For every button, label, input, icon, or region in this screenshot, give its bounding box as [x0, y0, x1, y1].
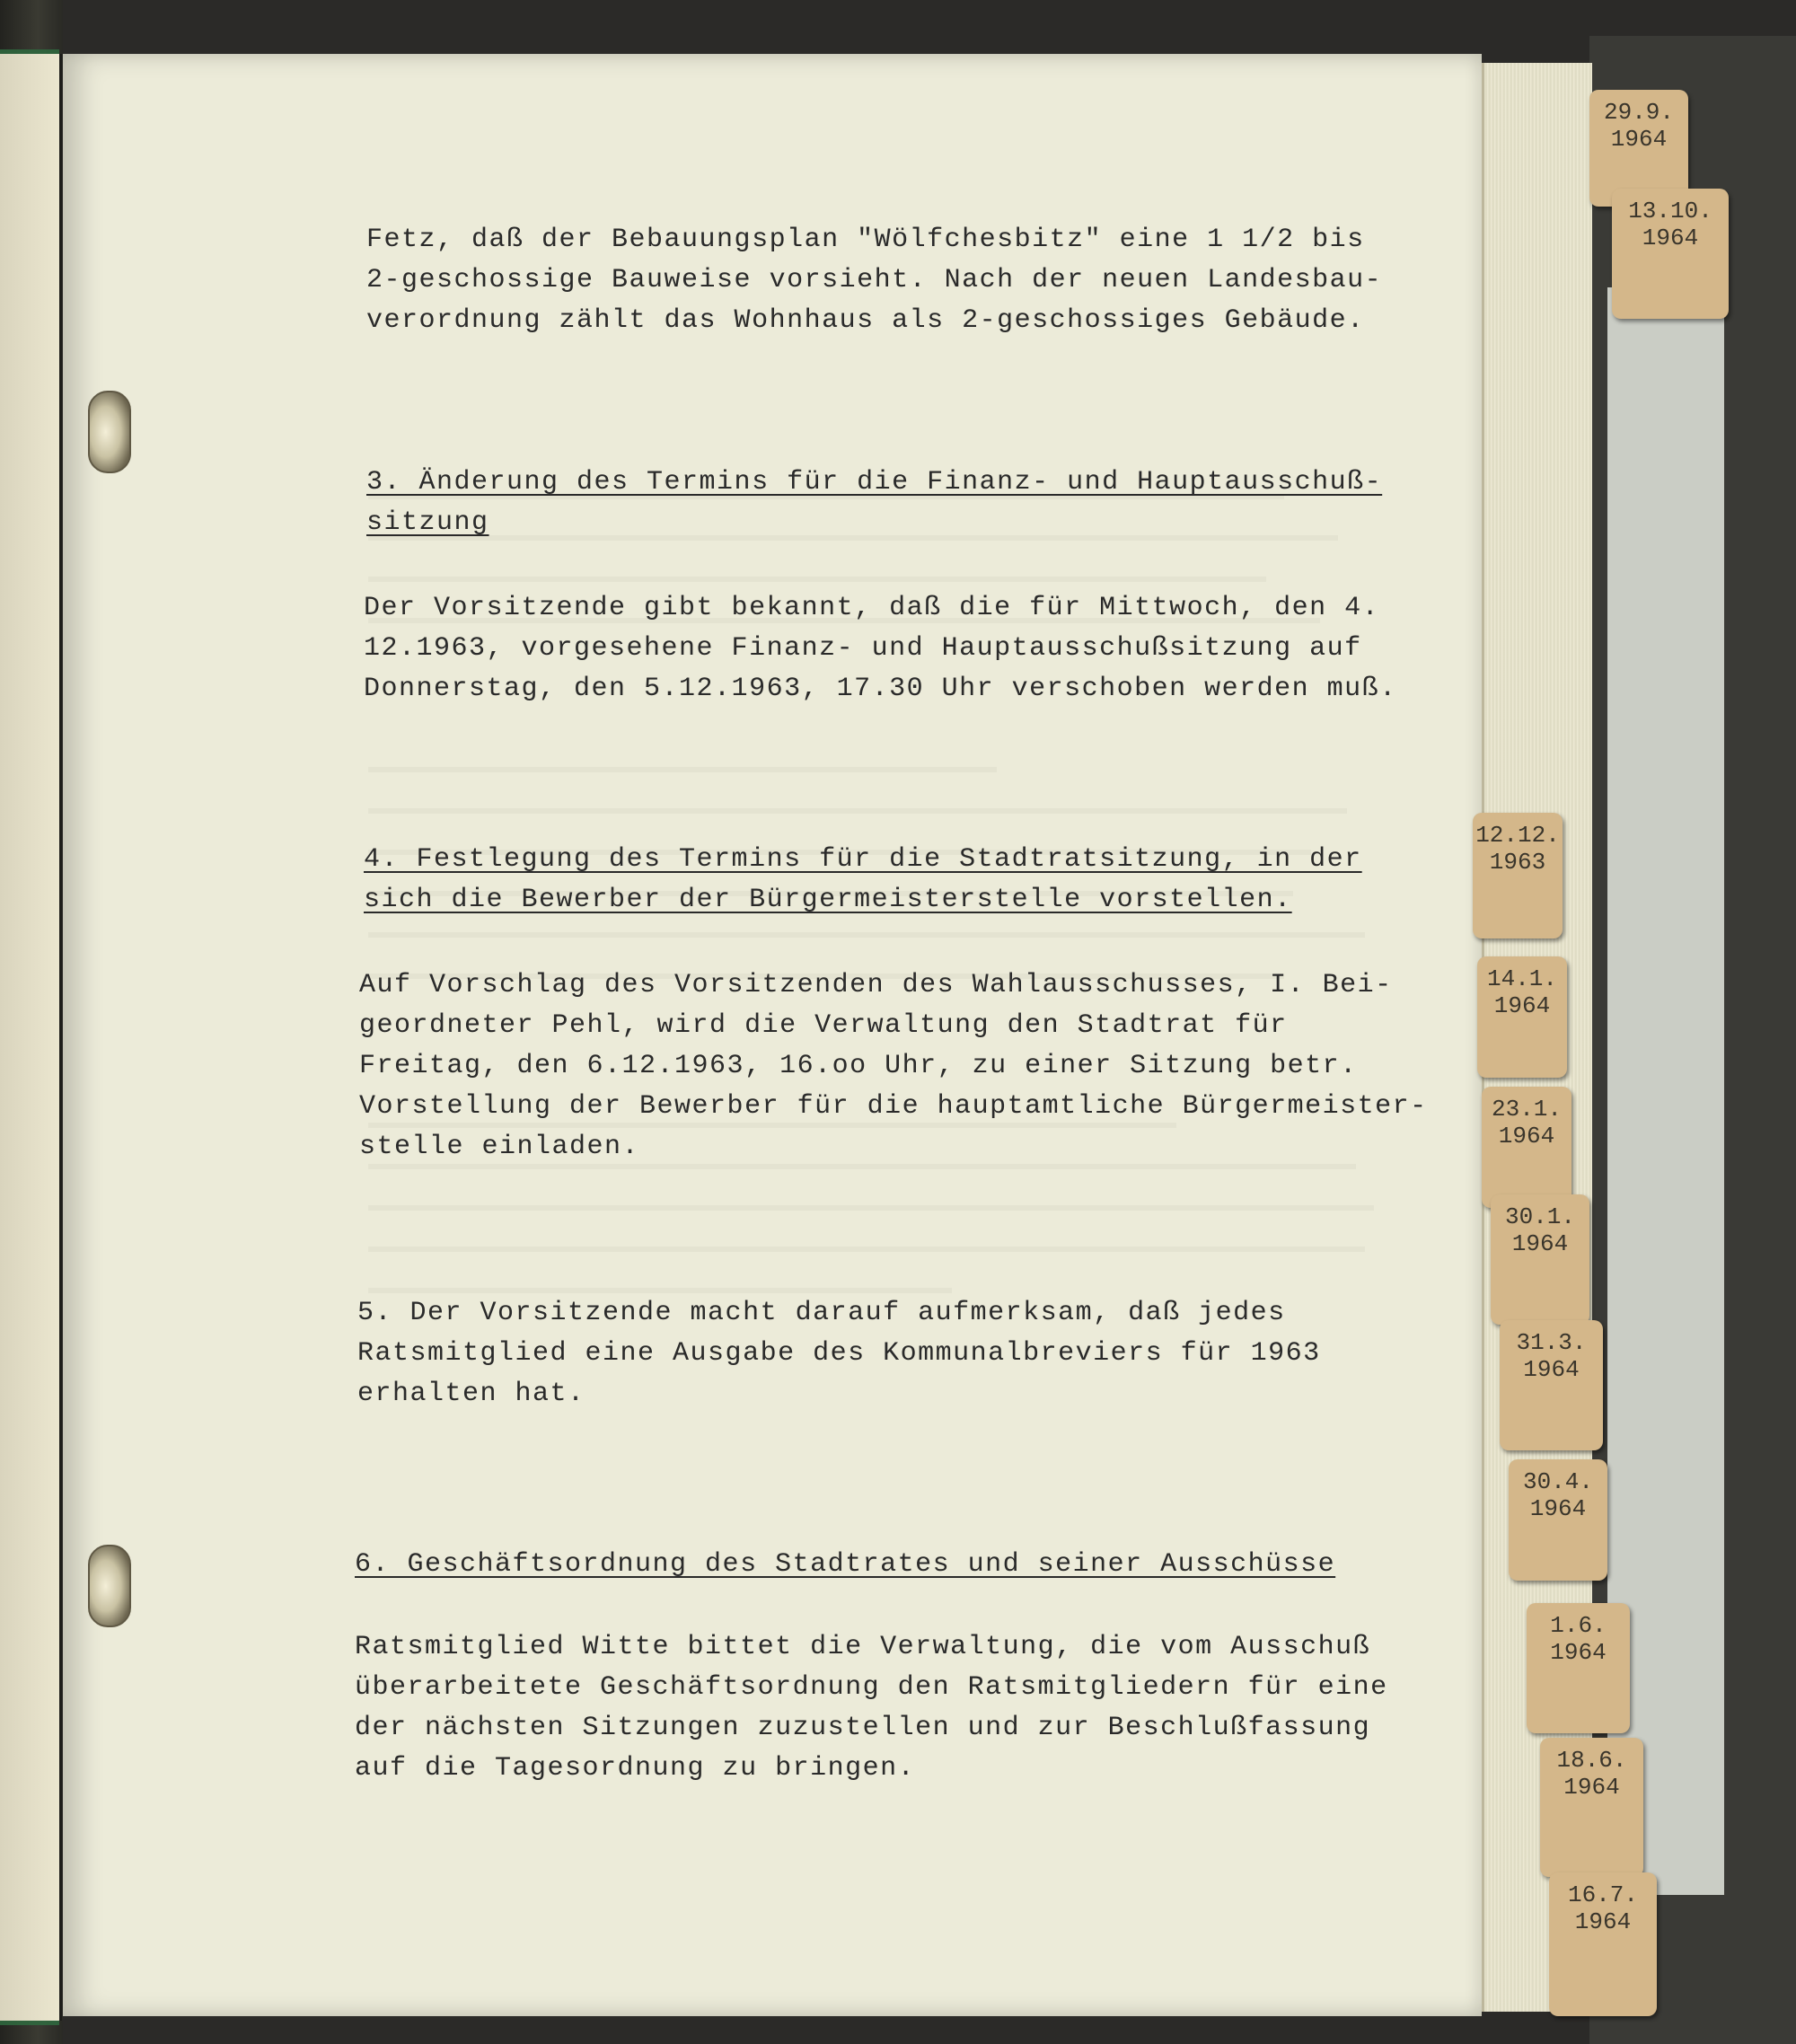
paragraph-bebauungsplan: [366, 220, 1382, 341]
text-line: Der Vorsitzende gibt bekannt, daß die für Mittwoch, den 4.: [364, 593, 1380, 623]
tab-date-line: 13.10.: [1628, 198, 1712, 225]
paragraph-item-6: [355, 1627, 1388, 1789]
text-line: Auf Vorschlag des Vorsitzenden des Wahlausschusses, I. Bei-: [359, 970, 1393, 1000]
index-tab[interactable]: [1473, 813, 1563, 938]
text-line: 5. Der Vorsitzende macht darauf aufmerksam, daß jedes: [357, 1298, 1286, 1328]
text-line: Ratsmitglied Witte bittet die Verwaltung, die vom Ausschuß: [355, 1632, 1371, 1662]
binder-ring-top: [88, 391, 131, 473]
text-line: auf die Tagesordnung zu bringen.: [355, 1753, 916, 1784]
index-tab[interactable]: [1477, 956, 1567, 1078]
text-line: 2-geschossige Bauweise vorsieht. Nach der neuen Landesbau-: [366, 265, 1383, 295]
tab-year-line: 1963: [1489, 849, 1546, 876]
tab-year-line: 1964: [1610, 126, 1668, 153]
tab-year-line: 1964: [1574, 1908, 1632, 1935]
text-line: erhalten hat.: [357, 1379, 585, 1409]
tab-year-line: 1964: [1550, 1639, 1607, 1666]
tab-date-line: 30.1.: [1504, 1203, 1575, 1230]
text-line: Freitag, den 6.12.1963, 16.oo Uhr, zu einer Sitzung betr.: [359, 1051, 1358, 1081]
index-tab[interactable]: [1509, 1459, 1607, 1581]
heading-line: 6. Geschäftsordnung des Stadtrates und seiner Ausschüsse: [355, 1549, 1336, 1580]
text-line: Fetz, daß der Bebauungsplan "Wölfchesbitz" eine 1 1/2 bis: [366, 225, 1365, 255]
tab-date-line: 12.12.: [1475, 822, 1560, 849]
tab-year-line: 1964: [1529, 1495, 1587, 1522]
tab-year-line: 1964: [1563, 1774, 1620, 1801]
tab-date-line: 30.4.: [1522, 1468, 1593, 1495]
text-line: Ratsmitglied eine Ausgabe des Kommunalbreviers für 1963: [357, 1338, 1321, 1369]
paragraph-item-4: [359, 965, 1428, 1167]
tab-date-line: 14.1.: [1486, 965, 1557, 992]
index-tab[interactable]: [1482, 1087, 1572, 1208]
heading-item-4: [364, 840, 1362, 921]
heading-line: 3. Änderung des Termins für die Finanz- und Hauptausschuß-: [366, 467, 1383, 498]
tab-date-line: 1.6.: [1550, 1612, 1607, 1639]
heading-line: sitzung: [366, 507, 489, 538]
tab-year-line: 1964: [1498, 1123, 1555, 1150]
tab-date-line: 31.3.: [1516, 1329, 1587, 1356]
tab-year-line: 1964: [1493, 992, 1551, 1019]
text-line: 12.1963, vorgesehene Finanz- und Hauptausschußsitzung auf: [364, 633, 1362, 664]
tab-date-line: 16.7.: [1567, 1881, 1638, 1908]
paragraph-item-3: [364, 588, 1397, 709]
text-line: geordneter Pehl, wird die Verwaltung den Stadtrat für: [359, 1010, 1288, 1041]
index-tab[interactable]: [1491, 1194, 1589, 1325]
text-line: verordnung zählt das Wohnhaus als 2-geschossiges Gebäude.: [366, 305, 1365, 336]
tab-year-line: 1964: [1511, 1230, 1569, 1257]
text-line: stelle einladen.: [359, 1132, 640, 1162]
left-page-edge: [0, 54, 62, 2021]
tab-year-line: 1964: [1642, 225, 1699, 251]
heading-line: 4. Festlegung des Termins für die Stadtratsitzung, in der: [364, 844, 1362, 875]
tab-date-line: 29.9.: [1603, 99, 1674, 126]
index-tab[interactable]: [1527, 1603, 1630, 1733]
index-tab[interactable]: [1549, 1872, 1657, 2016]
tab-date-line: 18.6.: [1556, 1747, 1627, 1774]
heading-line: sich die Bewerber der Bürgermeisterstelle vorstellen.: [364, 885, 1292, 915]
heading-item-6: [355, 1545, 1335, 1585]
paragraph-item-5: [357, 1293, 1321, 1414]
text-line: der nächsten Sitzungen zuzustellen und zur Beschlußfassung: [355, 1713, 1371, 1743]
index-tab[interactable]: [1540, 1738, 1643, 1877]
tab-year-line: 1964: [1523, 1356, 1580, 1383]
tab-date-line: 23.1.: [1491, 1096, 1562, 1123]
text-line: Donnerstag, den 5.12.1963, 17.30 Uhr verschoben werden muß.: [364, 674, 1397, 704]
heading-item-3: [366, 463, 1382, 543]
index-tab[interactable]: [1500, 1320, 1603, 1450]
text-line: überarbeitete Geschäftsordnung den Ratsmitgliedern für eine: [355, 1672, 1388, 1703]
text-line: Vorstellung der Bewerber für die hauptamtliche Bürgermeister-: [359, 1091, 1428, 1122]
binder-ring-bottom: [88, 1545, 131, 1627]
index-tab[interactable]: [1612, 189, 1729, 319]
